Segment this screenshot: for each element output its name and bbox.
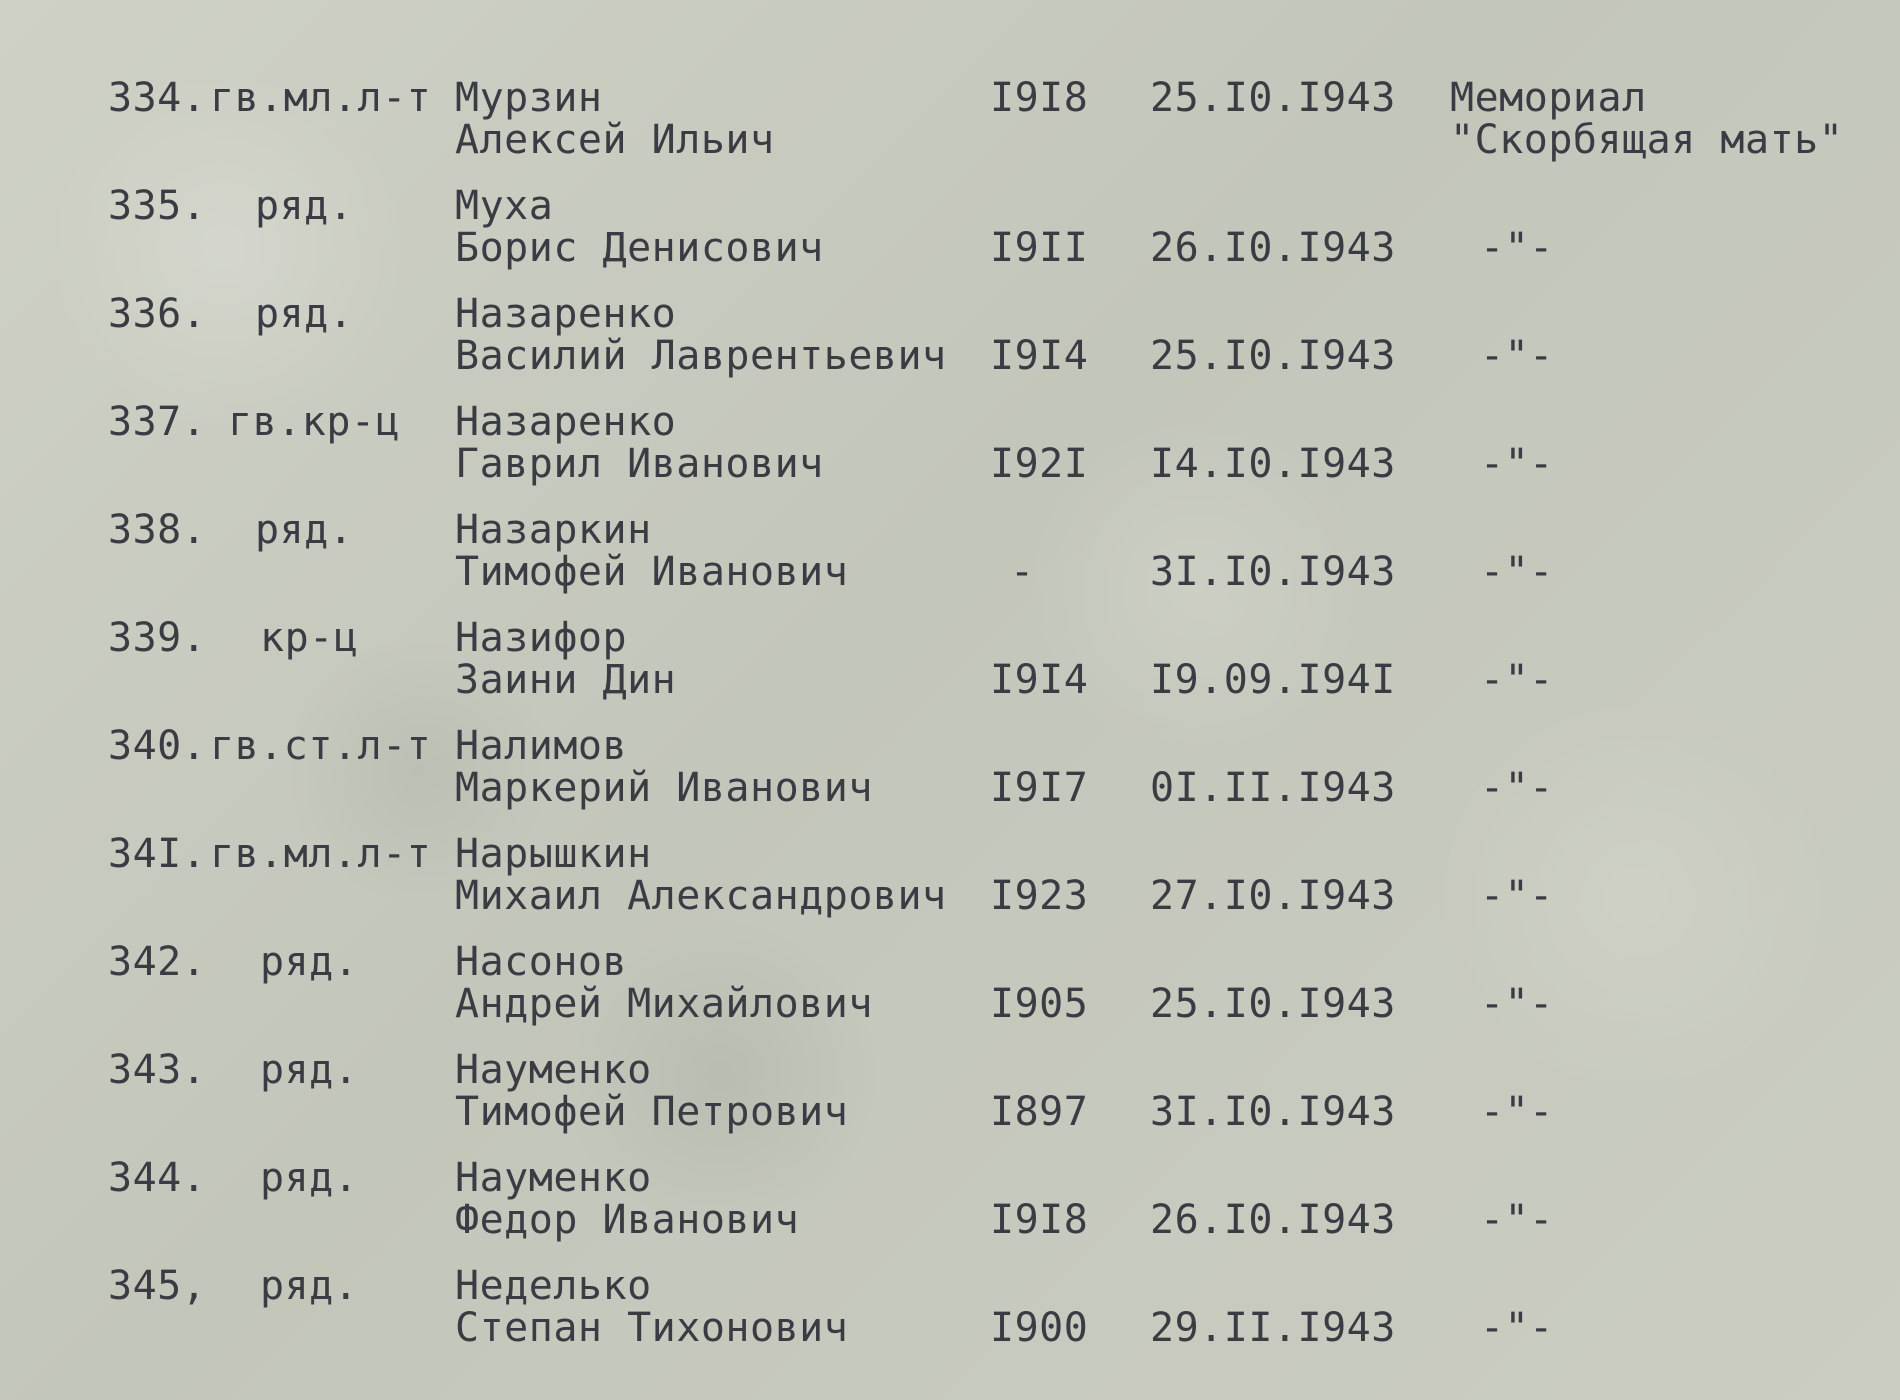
entry-death-date: I9.09.I94I bbox=[1150, 657, 1396, 703]
entry-birth-year: I9I7 bbox=[990, 765, 1089, 811]
list-entry bbox=[0, 1264, 1900, 1372]
list-entry bbox=[0, 1048, 1900, 1156]
entry-number: 342. bbox=[108, 939, 207, 985]
entry-number: 340. bbox=[108, 723, 207, 769]
list-entry bbox=[0, 76, 1900, 184]
entry-birth-year: I9I4 bbox=[990, 333, 1089, 379]
entry-rank: ряд. bbox=[255, 507, 354, 553]
entry-given-name: Тимофей Иванович bbox=[455, 549, 849, 595]
entry-given-name: Маркерий Иванович bbox=[455, 765, 873, 811]
entry-given-name: Гаврил Иванович bbox=[455, 441, 824, 487]
list-entry bbox=[0, 508, 1900, 616]
entry-surname: Науменко bbox=[455, 1047, 652, 1093]
entry-rank: гв.ст.л-т bbox=[210, 723, 432, 769]
entry-surname: Назаренко bbox=[455, 399, 677, 445]
entry-death-date: 26.I0.I943 bbox=[1150, 225, 1396, 271]
entry-death-date: 25.I0.I943 bbox=[1150, 981, 1396, 1027]
entry-rank: ряд. bbox=[260, 1047, 359, 1093]
entry-death-date: I4.I0.I943 bbox=[1150, 441, 1396, 487]
entry-number: 334. bbox=[108, 75, 207, 121]
entry-rank: ряд. bbox=[255, 291, 354, 337]
entry-number: 34I. bbox=[108, 831, 207, 877]
entry-death-date: 26.I0.I943 bbox=[1150, 1197, 1396, 1243]
list-entry bbox=[0, 292, 1900, 400]
entry-death-date: 25.I0.I943 bbox=[1150, 333, 1396, 379]
entry-burial-place: -"- bbox=[1480, 873, 1554, 919]
entry-rank: кр-ц bbox=[260, 615, 359, 661]
list-entry bbox=[0, 616, 1900, 724]
entry-surname: Мурзин bbox=[455, 75, 603, 121]
entry-surname: Назаркин bbox=[455, 507, 652, 553]
entry-given-name: Степан Тихонович bbox=[455, 1305, 849, 1351]
entry-burial-place: -"- bbox=[1480, 333, 1554, 379]
entry-surname: Налимов bbox=[455, 723, 628, 769]
entry-given-name: Василий Лаврентьевич bbox=[455, 333, 947, 379]
entry-surname: Назифор bbox=[455, 615, 628, 661]
entry-rank: ряд. bbox=[260, 939, 359, 985]
list-entry bbox=[0, 1156, 1900, 1264]
entry-number: 337. bbox=[108, 399, 207, 445]
entry-rank: ряд. bbox=[260, 1155, 359, 1201]
entry-birth-year: I9I4 bbox=[990, 657, 1089, 703]
entry-birth-year: I9I8 bbox=[990, 75, 1089, 121]
entry-death-date: 0I.II.I943 bbox=[1150, 765, 1396, 811]
list-entry bbox=[0, 184, 1900, 292]
entry-burial-place: -"- bbox=[1480, 549, 1554, 595]
entry-birth-year: I905 bbox=[990, 981, 1089, 1027]
entry-number: 344. bbox=[108, 1155, 207, 1201]
entry-given-name: Алексей Ильич bbox=[455, 117, 775, 163]
entry-number: 345, bbox=[108, 1263, 207, 1309]
entry-surname: Неделько bbox=[455, 1263, 652, 1309]
entry-given-name: Борис Денисович bbox=[455, 225, 824, 271]
list-entry bbox=[0, 832, 1900, 940]
entry-burial-place: -"- bbox=[1480, 1305, 1554, 1351]
entry-birth-year: I9II bbox=[990, 225, 1089, 271]
entry-number: 339. bbox=[108, 615, 207, 661]
entry-burial-place: -"- bbox=[1480, 441, 1554, 487]
entry-birth-year: I900 bbox=[990, 1305, 1089, 1351]
entry-given-name: Андрей Михайлович bbox=[455, 981, 873, 1027]
list-entry bbox=[0, 940, 1900, 1048]
entry-birth-year: - bbox=[1010, 549, 1035, 595]
list-entry bbox=[0, 400, 1900, 508]
entry-surname: Нарышкин bbox=[455, 831, 652, 877]
entry-number: 343. bbox=[108, 1047, 207, 1093]
entry-burial-place-line2: "Скорбящая мать" bbox=[1450, 117, 1844, 163]
entry-death-date: 27.I0.I943 bbox=[1150, 873, 1396, 919]
entry-rank: гв.мл.л-т bbox=[210, 831, 432, 877]
entry-rank: гв.мл.л-т bbox=[210, 75, 432, 121]
entry-surname: Назаренко bbox=[455, 291, 677, 337]
entry-rank: ряд. bbox=[255, 183, 354, 229]
entry-burial-place: -"- bbox=[1480, 981, 1554, 1027]
entry-death-date: 3I.I0.I943 bbox=[1150, 549, 1396, 595]
entry-surname: Науменко bbox=[455, 1155, 652, 1201]
entry-death-date: 3I.I0.I943 bbox=[1150, 1089, 1396, 1135]
entry-number: 335. bbox=[108, 183, 207, 229]
list-entry bbox=[0, 724, 1900, 832]
entry-birth-year: I92I bbox=[990, 441, 1089, 487]
entry-surname: Муха bbox=[455, 183, 554, 229]
entry-burial-place: -"- bbox=[1480, 765, 1554, 811]
entry-surname: Насонов bbox=[455, 939, 628, 985]
entry-given-name: Федор Иванович bbox=[455, 1197, 800, 1243]
entry-given-name: Тимофей Петрович bbox=[455, 1089, 849, 1135]
entry-given-name: Михаил Александрович bbox=[455, 873, 947, 919]
entry-burial-place: -"- bbox=[1480, 225, 1554, 271]
entry-birth-year: I897 bbox=[990, 1089, 1089, 1135]
entry-burial-place: Мемориал bbox=[1450, 75, 1647, 121]
entry-number: 338. bbox=[108, 507, 207, 553]
entry-rank: ряд. bbox=[260, 1263, 359, 1309]
entry-burial-place: -"- bbox=[1480, 657, 1554, 703]
entry-given-name: Заини Дин bbox=[455, 657, 677, 703]
entry-death-date: 29.II.I943 bbox=[1150, 1305, 1396, 1351]
entry-death-date: 25.I0.I943 bbox=[1150, 75, 1396, 121]
entry-burial-place: -"- bbox=[1480, 1197, 1554, 1243]
entry-burial-place: -"- bbox=[1480, 1089, 1554, 1135]
entry-birth-year: I923 bbox=[990, 873, 1089, 919]
entry-rank: гв.кр-ц bbox=[228, 399, 401, 445]
entry-number: 336. bbox=[108, 291, 207, 337]
entry-birth-year: I9I8 bbox=[990, 1197, 1089, 1243]
